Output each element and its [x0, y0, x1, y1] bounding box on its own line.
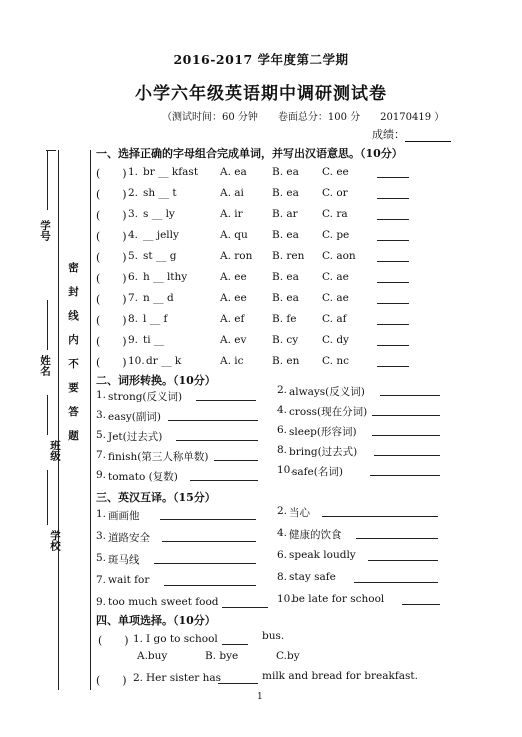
answer-blank[interactable]: [168, 420, 258, 421]
seal-char: 要: [67, 382, 79, 393]
score-blank[interactable]: [405, 131, 451, 142]
item-text: safe(名词): [292, 466, 343, 478]
option-b: B. bye: [205, 650, 239, 662]
option-a: A. ic: [220, 355, 244, 367]
answer-blank[interactable]: [190, 480, 258, 481]
answer-blank[interactable]: [196, 400, 256, 401]
item-text: be late for school: [292, 593, 385, 605]
item-number: 2.: [277, 384, 288, 396]
option-c: C. ee: [322, 166, 349, 178]
option-a: A. ee: [220, 271, 247, 283]
item-word: l __ f: [143, 313, 168, 325]
question-text: bus.: [262, 630, 285, 642]
item-text: 当心: [289, 507, 310, 519]
meaning-blank[interactable]: [377, 198, 409, 199]
item-number: 5.: [128, 250, 139, 262]
item-number: 9.: [128, 334, 139, 346]
item-text: finish(第三人称单数): [108, 451, 209, 463]
question-text: Her sister has: [146, 672, 222, 684]
item-number: 5.: [96, 552, 107, 564]
item-number: 2.: [128, 187, 139, 199]
item-number: 10.: [277, 593, 294, 605]
item-number: 6.: [277, 549, 288, 561]
item-word: n __ d: [143, 292, 174, 304]
option-b: B. en: [272, 355, 300, 367]
meaning-blank[interactable]: [377, 345, 409, 346]
option-a: A. ev: [220, 334, 247, 346]
answer-blank[interactable]: [380, 395, 440, 396]
option-b: B. ea: [272, 166, 299, 178]
option-c: C. af: [322, 313, 347, 325]
option-a: A. ron: [220, 250, 253, 262]
answer-paren[interactable]: ( ): [96, 272, 127, 285]
item-number: 1.: [96, 389, 107, 401]
option-b: B. ea: [272, 271, 299, 283]
seal-char: 答: [67, 406, 79, 417]
item-text: speak loudly: [289, 549, 356, 561]
item-text: too much sweet food: [108, 596, 219, 608]
item-number: 1.: [96, 508, 107, 520]
option-b: B. ea: [272, 292, 299, 304]
option-a: A. ea: [220, 166, 247, 178]
option-b: B. fe: [272, 313, 297, 325]
score-label: 成绩：: [372, 128, 405, 141]
item-number: 3.: [128, 208, 139, 220]
binding-line-outer: [58, 150, 59, 690]
item-number: 6.: [277, 424, 288, 436]
exam-title: 小学六年级英语期中调研测试卷: [135, 84, 387, 104]
option-c: C. nc: [322, 355, 349, 367]
section3-heading: 三、英汉互译。（15分）: [96, 491, 216, 504]
seal-char: 题: [67, 430, 79, 441]
option-c: C. or: [322, 187, 348, 199]
item-text: 斑马线: [108, 554, 140, 566]
class-label: 班级: [49, 440, 61, 461]
item-text: easy(副词): [108, 411, 161, 423]
item-number: 10.: [277, 464, 294, 476]
item-word: ti __: [143, 334, 165, 346]
item-word: sh __ t: [143, 187, 177, 199]
option-c: C.by: [276, 650, 300, 662]
option-c: C. ra: [322, 208, 348, 220]
item-word: br __ kfast: [143, 166, 199, 178]
answer-paren[interactable]: ( ): [96, 209, 127, 222]
name-label: 姓名: [39, 355, 51, 376]
item-text: cross(现在分词): [289, 406, 368, 418]
answer-blank[interactable]: [402, 604, 440, 605]
item-number: 5.: [96, 429, 107, 441]
answer-paren[interactable]: ( ): [96, 335, 127, 348]
option-b: B. ren: [272, 250, 305, 262]
answer-paren[interactable]: ( ): [96, 167, 127, 180]
meaning-blank[interactable]: [377, 366, 409, 367]
answer-paren[interactable]: ( ): [96, 674, 127, 687]
name-blank[interactable]: [47, 300, 48, 350]
item-number: 3.: [96, 530, 107, 542]
question-text: milk and bread for breakfast.: [262, 670, 418, 682]
answer-paren[interactable]: ( ): [96, 293, 127, 306]
option-a: A. ir: [220, 208, 243, 220]
item-number: 10.: [128, 355, 145, 367]
school-year-line: 2016-2017 学年度第二学期: [173, 52, 349, 67]
item-word: dr __ k: [146, 355, 182, 367]
meaning-blank[interactable]: [377, 261, 409, 262]
item-number: 8.: [277, 444, 288, 456]
item-word: s __ ly: [143, 208, 175, 220]
item-number: 2.: [133, 672, 144, 684]
seal-char: 内: [67, 334, 79, 345]
item-text: stay safe: [289, 571, 336, 583]
student-id-label: 学号: [39, 220, 51, 241]
item-text: strong(反义词): [108, 391, 183, 403]
answer-paren[interactable]: ( ): [96, 314, 127, 327]
option-a: A. qu: [220, 229, 248, 241]
item-number: 1.: [128, 166, 139, 178]
answer-blank[interactable]: [154, 563, 256, 564]
item-number: 7.: [128, 292, 139, 304]
item-number: 2.: [277, 505, 288, 517]
answer-blank[interactable]: [370, 475, 440, 476]
option-a: A. ef: [220, 313, 245, 325]
item-number: 9.: [96, 469, 107, 481]
seal-char: 不: [67, 358, 79, 369]
answer-blank[interactable]: [162, 541, 256, 542]
answer-blank[interactable]: [374, 455, 440, 456]
question-text: I go to school: [146, 633, 218, 645]
item-number: 6.: [128, 271, 139, 283]
meaning-blank[interactable]: [377, 219, 409, 220]
answer-blank[interactable]: [214, 460, 258, 461]
answer-paren[interactable]: ( ): [96, 356, 127, 369]
answer-blank[interactable]: [176, 440, 258, 441]
item-number: 1.: [133, 633, 144, 645]
item-number: 9.: [96, 596, 107, 608]
item-text: always(反义词): [289, 386, 365, 398]
answer-paren[interactable]: ( ): [96, 188, 127, 201]
meaning-blank[interactable]: [377, 282, 409, 283]
item-text: tomato (复数): [108, 471, 178, 483]
option-a: A. ai: [220, 187, 244, 199]
item-number: 3.: [96, 409, 107, 421]
answer-blank[interactable]: [222, 607, 268, 608]
answer-paren[interactable]: ( ): [98, 634, 129, 647]
item-word: __ jelly: [143, 229, 179, 241]
option-c: C. dy: [322, 334, 349, 346]
item-text: 健康的饮食: [289, 529, 342, 541]
answer-blank[interactable]: [164, 585, 256, 586]
item-number: 8.: [277, 571, 288, 583]
item-number: 4.: [277, 404, 288, 416]
option-c: C. pe: [322, 229, 350, 241]
answer-blank[interactable]: [356, 538, 438, 539]
meaning-blank[interactable]: [377, 324, 409, 325]
meaning-blank[interactable]: [377, 177, 409, 178]
meaning-blank[interactable]: [377, 303, 409, 304]
item-number: 8.: [128, 313, 139, 325]
item-text: 道路安全: [108, 532, 150, 544]
answer-blank[interactable]: [218, 683, 258, 684]
item-number: 4.: [128, 229, 139, 241]
option-b: B. ea: [272, 229, 299, 241]
answer-blank[interactable]: [322, 516, 438, 517]
option-c: C. aon: [322, 250, 356, 262]
option-b: B. ea: [272, 187, 299, 199]
item-word: h __ lthy: [143, 271, 188, 283]
item-text: 画画他: [108, 510, 140, 522]
item-text: bring(过去式): [289, 446, 358, 458]
option-b: B. cy: [272, 334, 299, 346]
answer-blank[interactable]: [222, 644, 248, 645]
student-id-blank[interactable]: [47, 150, 48, 210]
answer-blank[interactable]: [372, 435, 440, 436]
item-number: 7.: [96, 574, 107, 586]
answer-paren[interactable]: ( ): [96, 230, 127, 243]
item-number: 7.: [96, 449, 107, 461]
option-a: A.buy: [137, 650, 168, 662]
seal-char: 密: [67, 262, 79, 273]
section4-heading: 四、单项选择。（10分）: [96, 614, 216, 627]
class-blank[interactable]: [47, 395, 48, 435]
option-c: C. ae: [322, 271, 349, 283]
score-field[interactable]: [372, 126, 451, 142]
exam-info: （测试时间：60 分钟 卷面总分：100 分 20170419 ）: [162, 112, 445, 123]
section1-heading: 一、选择正确的字母组合完成单词，并写出汉语意思。（10分）: [96, 147, 403, 160]
school-label: 学校: [49, 530, 61, 551]
answer-blank[interactable]: [160, 519, 256, 520]
section2-heading: 二、词形转换。（10分）: [96, 374, 216, 387]
seal-char: 封: [67, 286, 79, 297]
answer-paren[interactable]: ( ): [96, 251, 127, 264]
answer-blank[interactable]: [354, 582, 438, 583]
meaning-blank[interactable]: [377, 240, 409, 241]
option-b: B. ar: [272, 208, 298, 220]
answer-blank[interactable]: [368, 560, 438, 561]
item-text: Jet(过去式): [108, 431, 163, 443]
item-number: 4.: [277, 527, 288, 539]
item-word: st __ g: [143, 250, 177, 262]
option-c: C. ae: [322, 292, 349, 304]
page-number: 1: [257, 692, 263, 702]
item-text: sleep(形容词): [289, 426, 357, 438]
binding-line-inner: [90, 150, 91, 690]
school-blank[interactable]: [47, 470, 48, 525]
seal-char: 线: [67, 310, 79, 321]
answer-blank[interactable]: [372, 415, 440, 416]
item-text: wait for: [108, 574, 150, 586]
option-a: A. ee: [220, 292, 247, 304]
